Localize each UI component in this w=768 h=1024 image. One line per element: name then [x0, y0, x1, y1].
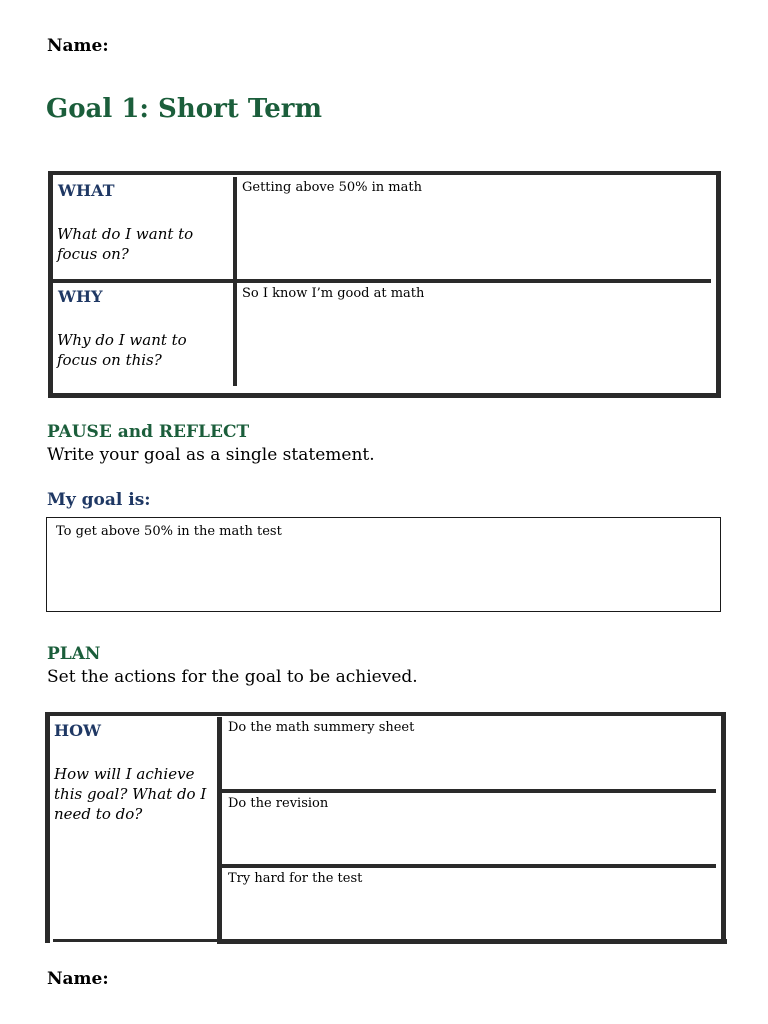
- pause-reflect-heading: PAUSE and REFLECT: [47, 422, 250, 442]
- what-heading: WHAT: [58, 181, 115, 200]
- pause-reflect-instruction: Write your goal as a single statement.: [47, 445, 375, 465]
- goal-title: Goal 1: Short Term: [46, 94, 322, 124]
- what-prompt: What do I want to focus on?: [57, 225, 194, 263]
- table-border-top: [48, 171, 720, 175]
- my-goal-box[interactable]: [46, 517, 721, 612]
- plan-heading: PLAN: [47, 644, 101, 664]
- table-border-bottom: [48, 393, 721, 398]
- why-answer[interactable]: So I know I’m good at math: [242, 286, 425, 301]
- table-border-right: [716, 171, 721, 397]
- table-border-top: [45, 712, 726, 716]
- table-row-divider: [222, 864, 716, 868]
- action-item[interactable]: Try hard for the test: [228, 871, 363, 886]
- how-heading: HOW: [54, 721, 102, 740]
- table-column-divider: [217, 717, 222, 939]
- name-label: Name:: [47, 969, 109, 989]
- my-goal-answer[interactable]: To get above 50% in the math test: [56, 524, 282, 539]
- table-border-bottom-left: [53, 939, 217, 942]
- what-why-table: [48, 171, 721, 398]
- name-label: Name:: [47, 36, 109, 56]
- how-table: [45, 712, 727, 945]
- table-border-right: [721, 712, 726, 944]
- table-border-bottom: [217, 939, 727, 944]
- what-answer[interactable]: Getting above 50% in math: [242, 180, 422, 195]
- action-item[interactable]: Do the revision: [228, 796, 329, 811]
- table-row-divider: [222, 789, 716, 793]
- plan-instruction: Set the actions for the goal to be achieved.: [47, 667, 418, 687]
- how-prompt: How will I achieve this goal? What do I need to do?: [54, 765, 207, 823]
- table-border-left: [48, 171, 53, 397]
- table-row-divider: [53, 279, 711, 283]
- table-border-left: [45, 712, 50, 943]
- action-item[interactable]: Do the math summery sheet: [228, 720, 415, 735]
- why-heading: WHY: [58, 287, 103, 306]
- my-goal-heading: My goal is:: [47, 490, 151, 510]
- why-prompt: Why do I want to focus on this?: [57, 331, 187, 369]
